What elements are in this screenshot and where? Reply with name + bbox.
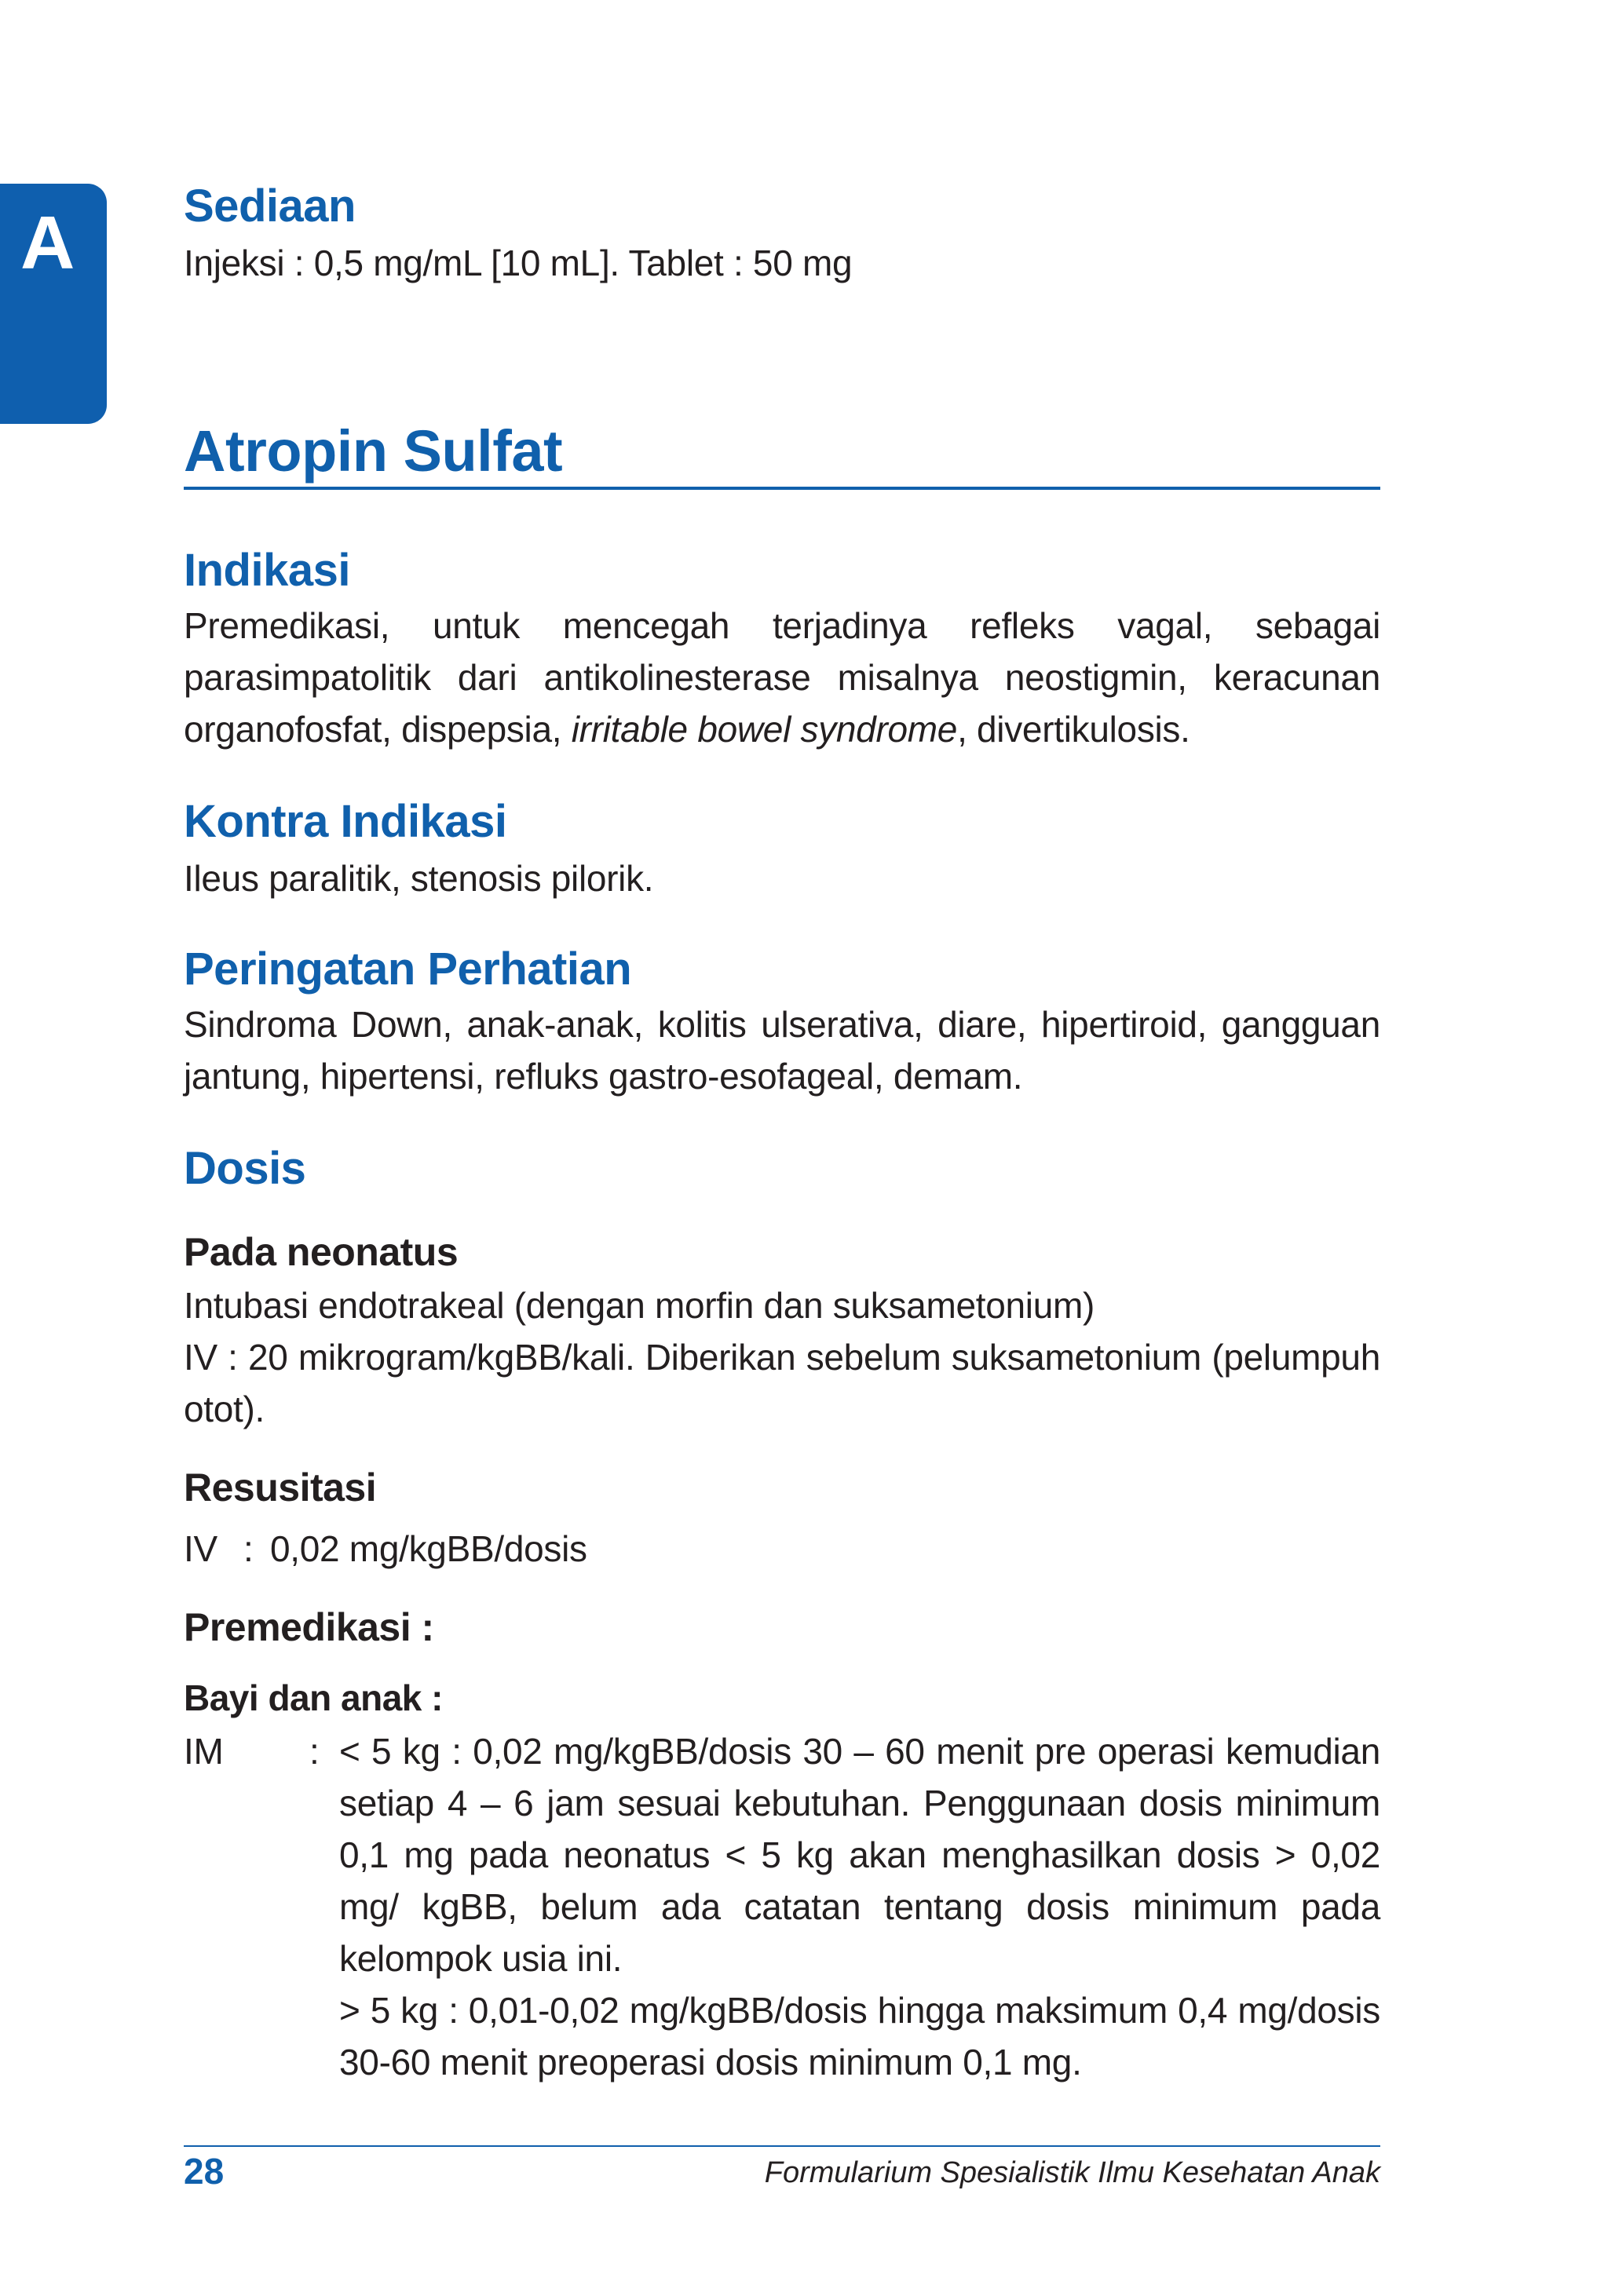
premedikasi-heading: Premedikasi : (184, 1605, 434, 1649)
premedikasi-section (184, 1605, 1380, 1649)
resusitasi-separator: : (243, 1528, 254, 1569)
kontra-indikasi-text: Ileus paralitik, stenosis pilorik. (184, 858, 654, 899)
chapter-tab-letter: A (20, 201, 75, 285)
premedikasi-route: IM (184, 1731, 224, 1772)
sediaan-body (184, 237, 1380, 289)
indikasi-heading: Indikasi (184, 545, 350, 596)
sediaan-heading: Sediaan (184, 181, 356, 232)
neonatus-heading: Pada neonatus (184, 1230, 459, 1274)
premedikasi-subsection (184, 1677, 1380, 1718)
footer-divider (184, 2145, 1380, 2147)
resusitasi-route: IV (184, 1528, 217, 1569)
kontra-indikasi-heading: Kontra Indikasi (184, 796, 507, 847)
indikasi-text-italic: irritable bowel syndrome (571, 709, 958, 750)
indikasi-text-before: Premedikasi, untuk mencegah terjadinya refleks vagal, sebagai parasimpatolitik dari antikolinesterase misalnya neostigmin, keracunan organofosfat, dispepsia, (184, 605, 1380, 750)
premedikasi-subheading: Bayi dan anak : (184, 1677, 443, 1718)
peringatan-body (184, 998, 1380, 1102)
peringatan-section (184, 944, 1380, 995)
dosis-section (184, 1143, 1380, 1194)
premedikasi-dose-over-5kg: > 5 kg : 0,01-0,02 mg/kgBB/dosis hingga maksimum 0,4 mg/dosis 30-60 menit preoperasi dosis minimum 0,1 mg. (339, 1990, 1380, 2082)
drug-title: Atropin Sulfat (184, 418, 563, 484)
indikasi-section (184, 545, 1380, 596)
dosis-heading: Dosis (184, 1143, 306, 1194)
sediaan-text: Injeksi : 0,5 mg/mL [10 mL]. Tablet : 50 mg (184, 243, 853, 283)
premedikasi-dose-under-5kg: < 5 kg : 0,02 mg/kgBB/dosis 30 – 60 menit pre operasi kemudian setiap 4 – 6 jam sesuai kebutuhan. Penggunaan dosis minimum 0,1 mg pada neonatus < 5 kg akan menghasilkan dosis > 0,02 mg/ kgBB, belum ada catatan tentang dosis minimum pada kelompok usia ini. (339, 1731, 1380, 1979)
kontra-indikasi-section (184, 796, 1380, 847)
neonatus-line1: Intubasi endotrakeal (dengan morfin dan suksametonium) (184, 1285, 1095, 1326)
footer-book-title: Formularium Spesialistik Ilmu Kesehatan Anak (764, 2156, 1380, 2189)
title-underline (184, 487, 1380, 490)
kontra-indikasi-body (184, 852, 1380, 904)
resusitasi-heading: Resusitasi (184, 1466, 377, 1509)
indikasi-body (184, 600, 1380, 755)
indikasi-text-after: , divertikulosis. (957, 709, 1190, 750)
sediaan-section (184, 181, 1380, 232)
neonatus-section (184, 1232, 1380, 1272)
page-number: 28 (184, 2151, 225, 2192)
premedikasi-separator: : (309, 1731, 320, 1772)
neonatus-line2: IV : 20 mikrogram/kgBB/kali. Diberikan sebelum suksametonium (pelumpuh otot). (184, 1337, 1380, 1429)
premedikasi-dose-block (339, 1725, 1380, 2088)
peringatan-text: Sindroma Down, anak-anak, kolitis ulserativa, diare, hipertiroid, gangguan jantung, hipertensi, refluks gastro-esofageal, demam. (184, 1004, 1380, 1097)
peringatan-heading: Peringatan Perhatian (184, 944, 632, 995)
resusitasi-dose: 0,02 mg/kgBB/dosis (270, 1528, 587, 1569)
neonatus-body (184, 1279, 1380, 1435)
resusitasi-section (184, 1468, 1380, 1507)
indikasi-text (184, 600, 1380, 755)
